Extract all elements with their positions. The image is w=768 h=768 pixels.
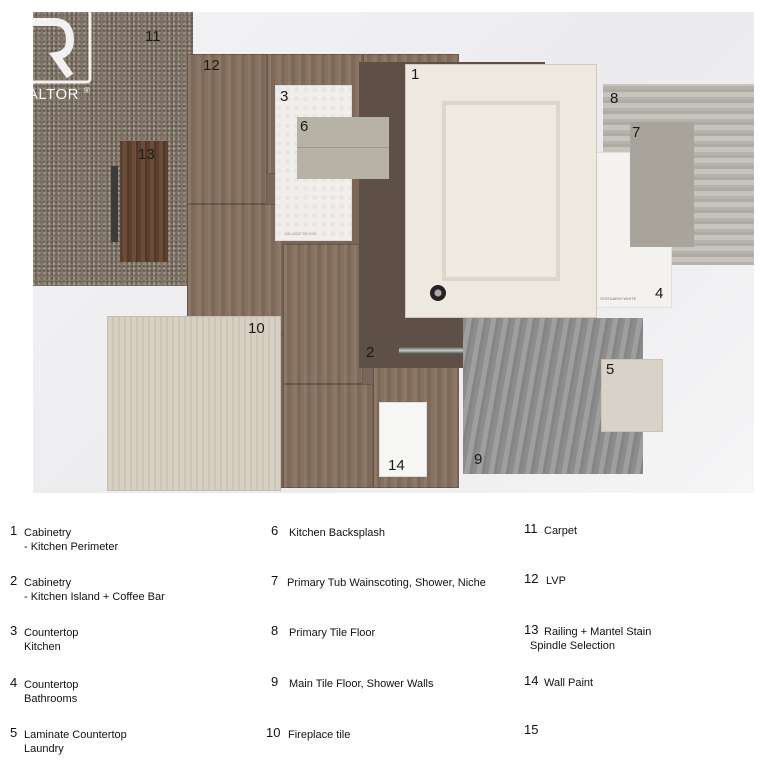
swatch-number: 7 (632, 124, 641, 141)
swatch-number: 4 (655, 285, 664, 302)
registered-mark: ® (84, 86, 90, 95)
perimeter-cabinet-door-swatch (405, 64, 597, 318)
fireplace-tile-swatch (107, 316, 281, 491)
swatch-number: 9 (474, 451, 483, 468)
swatch-number: 13 (138, 146, 155, 163)
swatch-number: 14 (388, 457, 405, 474)
swatch-number: 2 (366, 344, 375, 361)
swatch-number: 1 (411, 66, 420, 83)
swatch-number: 11 (145, 28, 161, 45)
swatch-number: 6 (300, 118, 309, 135)
cabinet-knob-icon (430, 285, 446, 301)
bath-countertop-label: STATUARIO WHITE (600, 296, 637, 301)
swatch-number: 8 (610, 90, 619, 107)
spindle-swatch (111, 166, 118, 242)
material-board (33, 12, 754, 493)
swatch-number: 3 (280, 88, 289, 105)
countertop-label: CALACATTA SILK (284, 231, 317, 236)
swatch-number: 5 (606, 361, 615, 378)
realtor-logo (6, 8, 92, 106)
swatch-number: 10 (248, 320, 265, 337)
swatch-number: 12 (203, 57, 220, 74)
realtor-wordmark: REALTOR (6, 86, 79, 103)
backsplash-swatch (297, 117, 389, 179)
